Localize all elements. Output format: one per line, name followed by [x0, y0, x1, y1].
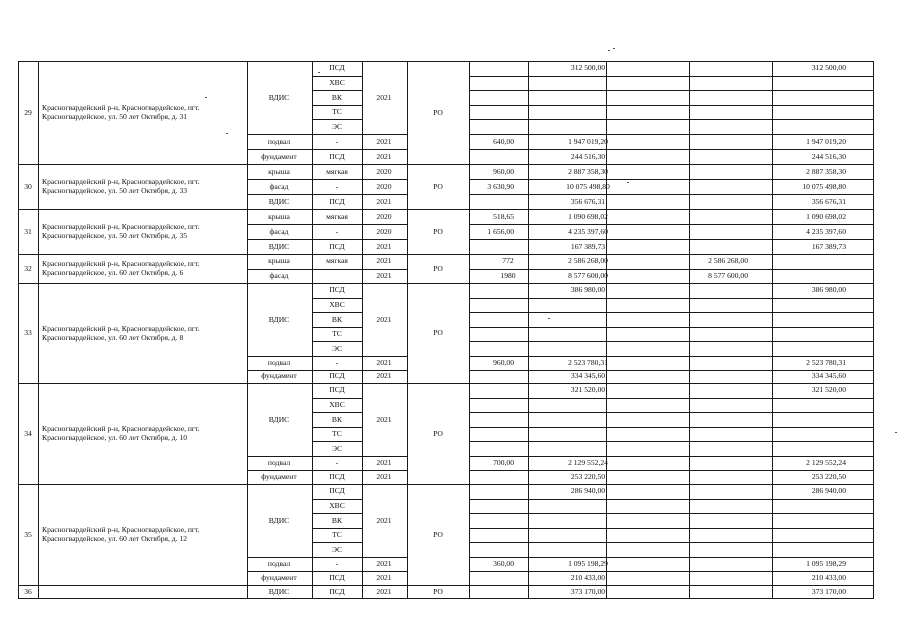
total-cost: 2 523 780,31 — [568, 357, 608, 367]
grid-rule — [469, 209, 470, 254]
work-subtype: ПСД — [329, 586, 345, 596]
work-subtype: мягкая — [326, 166, 348, 176]
total-cost: 334 345,60 — [570, 371, 606, 381]
row-separator — [18, 484, 873, 485]
work-type: фундамент — [261, 151, 297, 161]
funding-source: РО — [433, 107, 443, 117]
vdis-subsystem: ТС — [332, 428, 342, 438]
work-type: фасад — [269, 181, 289, 191]
work-year: 2021 — [376, 471, 392, 481]
work-subtype: - — [335, 226, 339, 236]
sub-separator — [247, 194, 407, 195]
sub-separator — [312, 90, 362, 91]
funding-source: РО — [433, 181, 443, 191]
work-subtype: ПСД — [329, 572, 345, 582]
work-year: 2021 — [376, 371, 392, 381]
work-year: 2021 — [376, 151, 392, 161]
grid-rule — [247, 585, 248, 599]
sub-separator — [469, 542, 873, 543]
sub-separator — [312, 542, 362, 543]
work-type: крыша — [268, 166, 290, 176]
work-year: 2020 — [376, 226, 392, 236]
sub-separator — [312, 119, 362, 120]
address-line-1: Красногвардейский р-н, Красногвардейское, пгт. — [42, 423, 200, 433]
fund-cost: 386 980,00 — [811, 285, 846, 295]
sub-separator — [247, 179, 407, 180]
sub-separator — [312, 441, 362, 442]
fund-cost: 1 947 019,20 — [806, 136, 846, 146]
work-volume: 960,00 — [493, 357, 514, 367]
grid-rule — [772, 585, 773, 599]
fund-cost: 2 523 780,31 — [806, 357, 846, 367]
sub-separator — [312, 105, 362, 106]
address-line-2: Красногвардейское, ул. 50 лет Октября, д. 33 — [42, 185, 188, 195]
sub-separator — [312, 76, 362, 77]
funding-source: РО — [433, 226, 443, 236]
work-type: фасад — [269, 226, 289, 236]
grid-rule — [528, 209, 529, 254]
grid-rule — [38, 484, 39, 585]
grid-rule — [689, 164, 690, 209]
total-cost: 356 676,31 — [570, 196, 606, 206]
total-cost: 1 095 198,29 — [568, 558, 608, 568]
total-cost: 286 940,00 — [570, 486, 606, 496]
grid-rule — [469, 585, 470, 599]
fund-cost: 373 170,00 — [811, 586, 846, 596]
total-cost: 244 516,30 — [570, 151, 606, 161]
work-subtype: мягкая — [326, 256, 348, 266]
work-year: 2020 — [376, 181, 392, 191]
work-type: фундамент — [261, 471, 297, 481]
grid-rule — [469, 164, 470, 209]
grid-rule — [362, 383, 363, 484]
sub-separator — [469, 341, 873, 342]
total-cost: 1 947 019,20 — [568, 136, 608, 146]
work-year: 2021 — [376, 196, 392, 206]
work-type: подвал — [267, 558, 291, 568]
work-subtype: ПСД — [329, 371, 345, 381]
fund-cost: 312 500,00 — [811, 63, 846, 73]
work-type: ВДИС — [268, 515, 290, 525]
vdis-subsystem: ЭС — [331, 544, 343, 554]
grid-rule — [38, 383, 39, 484]
sub-separator — [469, 298, 873, 299]
total-cost: 210 433,00 — [570, 572, 606, 582]
total-cost: 2 887 358,30 — [568, 166, 608, 176]
table-right-border — [873, 61, 874, 599]
work-year: 2021 — [376, 92, 392, 102]
sub-separator — [469, 194, 873, 195]
sub-separator — [469, 412, 873, 413]
fund-cost: 321 520,00 — [811, 385, 846, 395]
sub-separator — [469, 179, 873, 180]
grid-rule — [528, 585, 529, 599]
grid-rule — [38, 254, 39, 283]
row-number: 36 — [24, 586, 32, 596]
vdis-subsystem: ВК — [331, 314, 343, 324]
sub-separator — [247, 224, 407, 225]
sub-separator — [312, 528, 362, 529]
grid-rule — [362, 283, 363, 383]
sub-separator — [247, 269, 407, 270]
work-subtype: - — [335, 136, 339, 146]
work-type: ВДИС — [268, 314, 290, 324]
grid-rule — [407, 254, 408, 283]
row-number: 31 — [24, 226, 32, 236]
fund-cost: 286 940,00 — [811, 486, 846, 496]
grid-rule — [38, 283, 39, 383]
work-year: 2021 — [376, 572, 392, 582]
grid-rule — [772, 164, 773, 209]
row-number: 33 — [24, 327, 32, 337]
work-year: 2021 — [376, 457, 392, 467]
total-cost: 2 129 552,24 — [568, 457, 608, 467]
sub-separator — [469, 105, 873, 106]
row-separator — [18, 283, 873, 284]
sub-separator — [312, 298, 362, 299]
work-type: фасад — [269, 270, 289, 280]
table-bottom-border — [18, 598, 873, 599]
total-cost: 1 090 698,02 — [568, 211, 608, 221]
vdis-subsystem: ВК — [331, 92, 343, 102]
vdis-subsystem: ТС — [332, 529, 342, 539]
work-type: подвал — [267, 136, 291, 146]
grid-rule — [689, 585, 690, 599]
funding-source: РО — [433, 529, 443, 539]
vdis-subsystem: ТС — [332, 106, 342, 116]
work-year: 2021 — [376, 357, 392, 367]
sub-separator — [312, 513, 362, 514]
grid-rule — [606, 585, 607, 599]
scan-speck — [548, 318, 550, 319]
sub-separator — [469, 239, 873, 240]
sub-separator — [312, 412, 362, 413]
work-subtype: мягкая — [326, 211, 348, 221]
work-year: 2020 — [376, 211, 392, 221]
fund-cost: 2 887 358,30 — [806, 166, 846, 176]
work-subtype: ПСД — [329, 196, 345, 206]
funding-source: РО — [433, 327, 443, 337]
vdis-subsystem: ЭС — [331, 343, 343, 353]
fund-cost: 210 433,00 — [811, 572, 846, 582]
row-separator — [18, 164, 873, 165]
work-volume: 518,65 — [493, 211, 514, 221]
row-separator — [18, 61, 873, 62]
work-year: 2021 — [376, 558, 392, 568]
work-year: 2021 — [376, 270, 392, 280]
total-cost: 8 577 600,00 — [568, 270, 608, 280]
grid-rule — [528, 164, 529, 209]
total-cost: 10 075 498,80 — [566, 181, 610, 191]
grid-rule — [407, 383, 408, 484]
grid-rule — [247, 383, 248, 484]
work-volume: 360,00 — [493, 558, 514, 568]
vdis-subsystem: ХВС — [329, 399, 345, 409]
work-year: 2021 — [376, 515, 392, 525]
total-cost: 2 586 268,00 — [568, 256, 608, 266]
grid-rule — [38, 209, 39, 254]
row-separator — [18, 254, 873, 255]
vdis-subsystem: ПСД — [329, 63, 345, 73]
grid-rule — [772, 209, 773, 254]
sub-separator — [469, 499, 873, 500]
work-year: 2020 — [376, 166, 392, 176]
fund-cost: 253 220,50 — [811, 471, 846, 481]
total-cost: 321 520,00 — [570, 385, 606, 395]
sub-separator — [312, 341, 362, 342]
grid-rule — [247, 209, 248, 254]
grid-rule — [407, 484, 408, 585]
work-volume: 772 — [502, 256, 514, 266]
work-subtype: ПСД — [329, 151, 345, 161]
sub-separator — [469, 427, 873, 428]
sub-separator — [469, 398, 873, 399]
work-volume: 700,00 — [493, 457, 514, 467]
fund-cost: 167 389,73 — [811, 241, 846, 251]
work-type: ВДИС — [268, 586, 290, 596]
work-type: ВДИС — [268, 196, 290, 206]
work-volume: 640,00 — [493, 136, 514, 146]
work-volume: 1 656,00 — [487, 226, 514, 236]
work-volume: 3 630,90 — [487, 181, 514, 191]
vdis-subsystem: ТС — [332, 328, 342, 338]
scan-speck — [205, 97, 207, 98]
sub-separator — [469, 224, 873, 225]
sub-separator — [312, 499, 362, 500]
sub-separator — [469, 119, 873, 120]
table-left-border — [18, 61, 19, 599]
scan-speck — [627, 182, 629, 183]
work-year: 2021 — [376, 586, 392, 596]
grid-rule — [247, 283, 248, 383]
total-cost: 312 500,00 — [570, 63, 606, 73]
address-line-1: Красногвардейский р-н, Красногвардейское, пгт. — [42, 102, 200, 112]
fund-cost: 4 235 397,60 — [806, 226, 846, 236]
sub-separator — [469, 513, 873, 514]
grid-rule — [312, 209, 313, 254]
grid-rule — [689, 209, 690, 254]
row-separator — [18, 209, 873, 210]
total-cost: 4 235 397,60 — [568, 226, 608, 236]
vdis-subsystem: ХВС — [329, 500, 345, 510]
row-separator — [18, 383, 873, 384]
grid-rule — [247, 164, 248, 209]
vdis-subsystem: ЭС — [331, 443, 343, 453]
row-number: 32 — [24, 263, 32, 273]
vdis-subsystem: ЭС — [331, 121, 343, 131]
sub-separator — [469, 90, 873, 91]
row-number: 35 — [24, 529, 32, 539]
sub-separator — [469, 134, 873, 135]
vdis-subsystem: ПСД — [329, 385, 345, 395]
vdis-subsystem: ПСД — [329, 486, 345, 496]
budget-cost: 8 577 600,00 — [708, 270, 748, 280]
total-cost: 253 220,50 — [570, 471, 606, 481]
grid-rule — [407, 164, 408, 209]
sub-separator — [469, 441, 873, 442]
scan-speck — [608, 50, 610, 51]
work-subtype: ПСД — [329, 241, 345, 251]
work-type: ВДИС — [268, 414, 290, 424]
vdis-subsystem: ВК — [331, 414, 343, 424]
fund-cost: 2 129 552,24 — [806, 457, 846, 467]
row-separator — [18, 585, 873, 586]
sub-separator — [469, 269, 873, 270]
grid-rule — [362, 164, 363, 209]
sub-separator — [312, 398, 362, 399]
row-number: 29 — [24, 107, 32, 117]
fund-cost: 1 090 698,02 — [806, 211, 846, 221]
address-line-1: Красногвардейский р-н, Красногвардейское, пгт. — [42, 524, 200, 534]
grid-rule — [38, 164, 39, 209]
address-line-2: Красногвардейское, ул. 60 лет Октября, д. 6 — [42, 267, 184, 277]
sub-separator — [469, 312, 873, 313]
funding-source: РО — [433, 586, 443, 596]
grid-rule — [407, 61, 408, 164]
work-year: 2021 — [376, 414, 392, 424]
works-schedule-table — [18, 61, 873, 599]
work-type: фундамент — [261, 371, 297, 381]
sub-separator — [469, 76, 873, 77]
grid-rule — [312, 585, 313, 599]
scan-speck — [895, 432, 897, 433]
funding-source: РО — [433, 263, 443, 273]
work-subtype: - — [335, 457, 339, 467]
sub-separator — [312, 327, 362, 328]
work-volume: 1980 — [500, 270, 516, 280]
vdis-subsystem: ХВС — [329, 299, 345, 309]
grid-rule — [312, 164, 313, 209]
work-year: 2021 — [376, 256, 392, 266]
sub-separator — [469, 327, 873, 328]
work-subtype: - — [335, 181, 339, 191]
funding-source: РО — [433, 428, 443, 438]
total-cost: 386 980,00 — [570, 285, 606, 295]
grid-rule — [38, 585, 39, 599]
work-type: ВДИС — [268, 92, 290, 102]
fund-cost: 10 075 498,80 — [802, 181, 846, 191]
sub-separator — [469, 149, 873, 150]
work-type: подвал — [267, 357, 291, 367]
grid-rule — [362, 585, 363, 599]
budget-cost: 2 586 268,00 — [708, 256, 748, 266]
sub-separator — [469, 528, 873, 529]
address-line-2: Красногвардейское, ул. 60 лет Октября, д. 8 — [42, 332, 184, 342]
address-line-1: Красногвардейский р-н, Красногвардейское, пгт. — [42, 323, 200, 333]
grid-rule — [38, 61, 39, 164]
work-year: 2021 — [376, 241, 392, 251]
address-line-2: Красногвардейское, ул. 50 лет Октября, д. 31 — [42, 111, 188, 121]
address-line-1: Красногвардейский р-н, Красногвардейское, пгт. — [42, 221, 200, 231]
work-type: ВДИС — [268, 241, 290, 251]
vdis-subsystem: ХВС — [329, 77, 345, 87]
work-type: крыша — [268, 211, 290, 221]
fund-cost: 356 676,31 — [811, 196, 846, 206]
row-number: 34 — [24, 428, 32, 438]
work-type: фундамент — [261, 572, 297, 582]
work-subtype: - — [335, 558, 339, 568]
fund-cost: 244 516,30 — [811, 151, 846, 161]
sub-separator — [247, 149, 407, 150]
address-line-2: Красногвардейское, ул. 50 лет Октября, д. 35 — [42, 230, 188, 240]
grid-rule — [247, 484, 248, 585]
work-subtype: ПСД — [329, 471, 345, 481]
grid-rule — [407, 209, 408, 254]
grid-rule — [362, 209, 363, 254]
row-number: 30 — [24, 181, 32, 191]
fund-cost: 1 095 198,29 — [806, 558, 846, 568]
vdis-subsystem: ВК — [331, 515, 343, 525]
sub-separator — [247, 134, 407, 135]
work-type: крыша — [268, 256, 290, 266]
grid-rule — [407, 283, 408, 383]
sub-separator — [247, 239, 407, 240]
total-cost: 373 170,00 — [570, 586, 606, 596]
sub-separator — [312, 312, 362, 313]
address-line-2: Красногвардейское, ул. 60 лет Октября, д. 10 — [42, 432, 188, 442]
sub-separator — [312, 427, 362, 428]
scan-speck — [226, 133, 228, 134]
vdis-subsystem: ПСД — [329, 285, 345, 295]
grid-rule — [407, 585, 408, 599]
work-year: 2021 — [376, 136, 392, 146]
address-line-2: Красногвардейское, ул. 60 лет Октября, д. 12 — [42, 533, 188, 543]
work-volume: 960,00 — [493, 166, 514, 176]
work-year: 2021 — [376, 314, 392, 324]
address-line-1: Красногвардейский р-н, Красногвардейское, пгт. — [42, 176, 200, 186]
total-cost: 167 389,73 — [570, 241, 606, 251]
fund-cost: 334 345,60 — [811, 371, 846, 381]
scan-speck — [613, 48, 615, 49]
work-subtype: - — [335, 357, 339, 367]
address-line-1: Красногвардейский р-н, Красногвардейское, пгт. — [42, 258, 200, 268]
work-type: подвал — [267, 457, 291, 467]
grid-rule — [362, 484, 363, 585]
scan-speck — [318, 72, 320, 73]
